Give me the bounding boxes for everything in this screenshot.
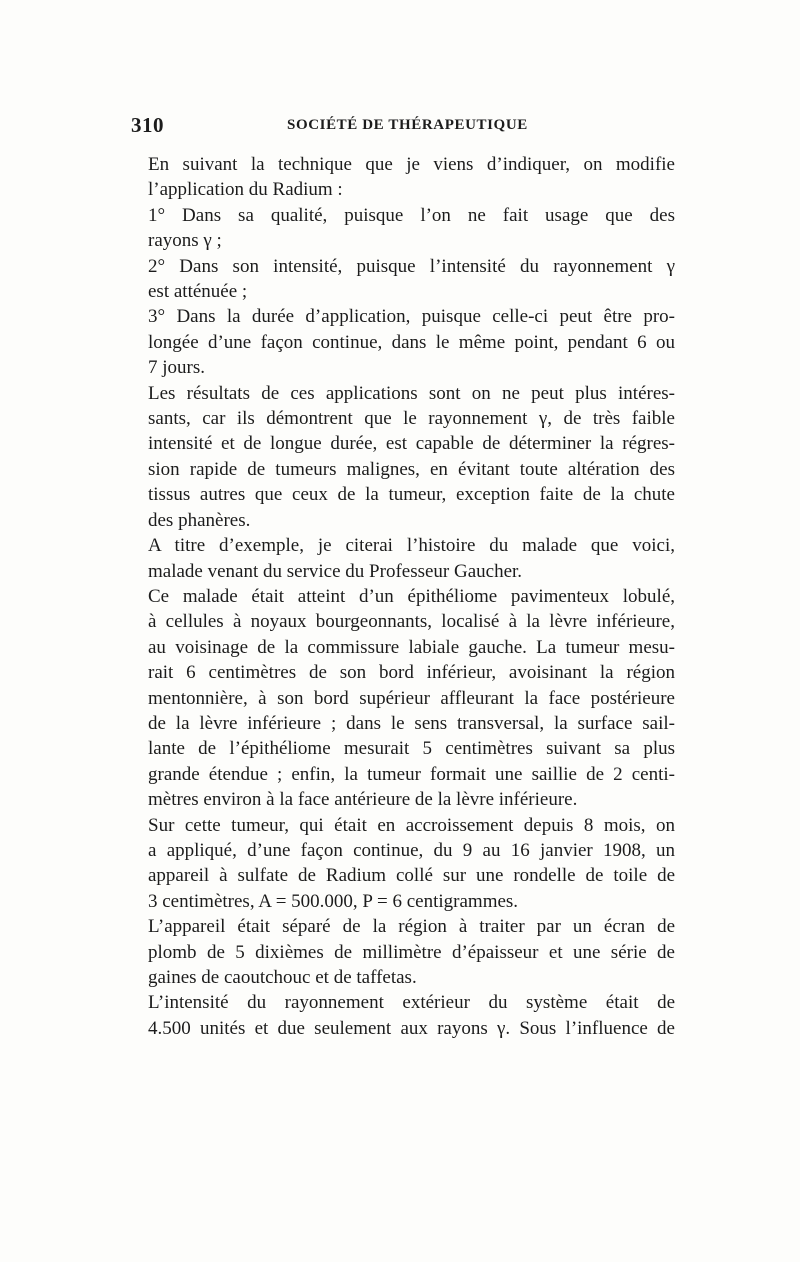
paragraph — [121, 584, 675, 813]
text-line: 3° Dans la durée d’application, puisque celle-ci peut être pro- — [148, 306, 675, 328]
text-line: Ce malade était atteint d’un épithéliome pavimenteux lobulé, — [148, 585, 675, 607]
page-number: 310 — [131, 113, 164, 137]
text-line: au voisinage de la commissure labiale gauche. La tumeur mesu- — [148, 636, 675, 658]
text-line: rayons γ ; — [148, 230, 222, 252]
text-line: lante de l’épithéliome mesurait 5 centimètres suivant sa plus — [148, 738, 675, 760]
text-line: 4.500 unités et due seulement aux rayons γ. Sous l’influence de — [148, 1017, 675, 1039]
text-line: appareil à sulfate de Radium collé sur une rondelle de toile de — [148, 865, 675, 887]
running-head — [117, 113, 675, 141]
text-line: L’intensité du rayonnement extérieur du système était de — [148, 992, 675, 1014]
text-line: malade venant du service du Professeur Gaucher. — [148, 560, 523, 582]
text-line: A titre d’exemple, je citerai l’histoire du malade que voici, — [148, 535, 675, 557]
text-line: 2° Dans son intensité, puisque l’intensité du rayonnement γ — [148, 255, 675, 277]
text-line: à cellules à noyaux bourgeonnants, localisé à la lèvre inférieure, — [148, 611, 675, 633]
text-line: En suivant la technique que je viens d’indiquer, on modifie — [148, 154, 675, 175]
text-line: Sur cette tumeur, qui était en accroissement depuis 8 mois, on — [148, 814, 675, 836]
running-title: SOCIÉTÉ DE THÉRAPEUTIQUE — [287, 117, 528, 133]
text-line: 7 jours. — [148, 357, 205, 379]
text-line: rait 6 centimètres de son bord inférieur, avoisinant la région — [148, 662, 675, 684]
paragraph — [121, 990, 675, 1041]
text-line: Les résultats de ces applications sont on ne peut plus intéres- — [148, 382, 675, 404]
text-line: des phanères. — [148, 509, 251, 531]
text-line: sants, car ils démontrent que le rayonnement γ, de très faible — [148, 408, 675, 430]
text-line: longée d’une façon continue, dans le même point, pendant 6 ou — [148, 331, 675, 353]
paragraph — [121, 254, 675, 305]
text-line: intensité et de longue durée, est capable de déterminer la régres- — [148, 433, 675, 455]
text-line: L’appareil était séparé de la région à traiter par un écran de — [148, 916, 675, 938]
text-line: plomb de 5 dixièmes de millimètre d’épaisseur et une série de — [148, 941, 675, 963]
text-line: est atténuée ; — [148, 281, 248, 303]
text-line: a appliqué, d’une façon continue, du 9 au 16 janvier 1908, un — [148, 839, 675, 861]
text-line: mètres environ à la face antérieure de la lèvre inférieure. — [148, 789, 578, 811]
paragraph — [121, 813, 675, 915]
text-line: l’application du Radium : — [148, 179, 343, 201]
paragraph — [121, 152, 675, 203]
paragraph — [121, 381, 675, 533]
paragraph — [121, 914, 675, 990]
text-line: de la lèvre inférieure ; dans le sens transversal, la surface sail- — [148, 712, 675, 734]
text-line: 3 centimètres, A = 500.000, P = 6 centigrammes. — [148, 890, 519, 912]
text-line: grande étendue ; enfin, la tumeur formait une saillie de 2 centi- — [148, 763, 675, 785]
paragraph — [121, 203, 675, 254]
paragraph — [121, 533, 675, 584]
text-line: 1° Dans sa qualité, puisque l’on ne fait usage que des — [148, 204, 675, 226]
text-line: gaines de caoutchouc et de taffetas. — [148, 967, 417, 988]
body-text — [121, 152, 675, 1041]
paragraph — [121, 304, 675, 380]
text-line: mentonnière, à son bord supérieur affleurant la face postérieure — [148, 687, 675, 709]
text-line: tissus autres que ceux de la tumeur, exception faite de la chute — [148, 484, 675, 506]
text-line: sion rapide de tumeurs malignes, en évitant toute altération des — [148, 458, 675, 480]
